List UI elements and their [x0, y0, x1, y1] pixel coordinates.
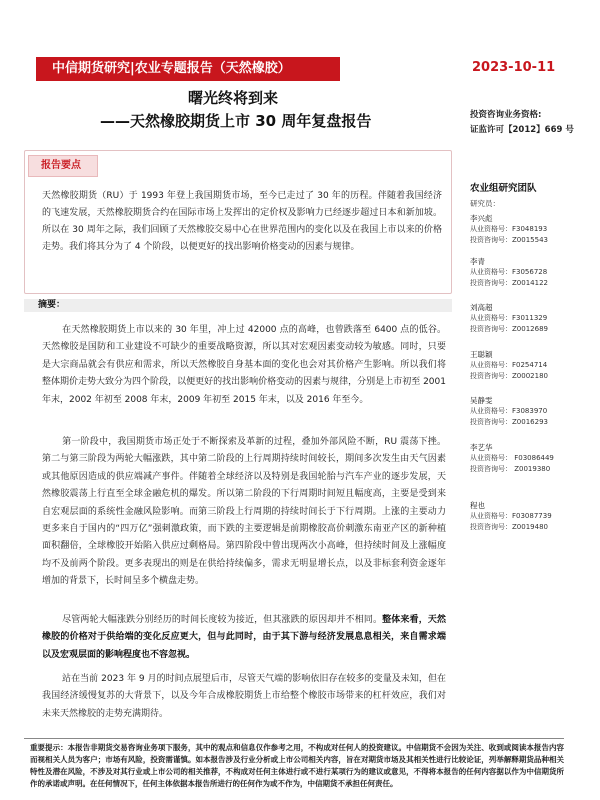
qualification-label: 投资咨询业务资格:	[470, 110, 542, 120]
member-license: 从业资格号：F0254714	[470, 361, 548, 369]
qualification-block	[470, 108, 574, 138]
qualification-license: 证监许可【2012】669 号	[470, 125, 574, 135]
member-advisory: 投资咨询号：Z0015543	[470, 236, 548, 244]
team-member	[470, 256, 548, 289]
team-member	[470, 213, 548, 246]
footer-divider	[24, 738, 564, 739]
member-advisory: 投资咨询号：Z0002180	[470, 372, 548, 380]
report-subtitle: ——天然橡胶期货上市 30 周年复盘报告	[100, 112, 372, 130]
member-name: 程也	[470, 501, 485, 510]
member-license: 从业资格号：F3056728	[470, 268, 548, 276]
member-license: 从业资格号：F3083970	[470, 407, 548, 415]
member-name: 刘高超	[470, 303, 493, 312]
member-name: 王聪颖	[470, 350, 493, 359]
member-advisory: 投资咨询号：Z0014122	[470, 279, 548, 287]
abstract-paragraph-3-emphasis: 整体来看，天然橡胶的价格对于供给端的变化反应更大，但与此同时，由于其下游与经济发展息息相关，来自需求端以及宏观层面的影响程度也不容忽视。	[42, 615, 446, 660]
member-license: 从业资格号： F03086449	[470, 454, 554, 462]
report-date: 2023-10-11	[472, 60, 556, 75]
abstract-paragraph-1	[42, 322, 446, 409]
abstract-label: 摘要：	[38, 300, 66, 310]
member-name: 吴静雯	[470, 396, 493, 405]
member-advisory: 投资咨询号：Z0016293	[470, 418, 548, 426]
member-name: 李青	[470, 257, 485, 266]
summary-text: 天然橡胶期货（RU）于 1993 年登上我国期货市场，至今已走过了 30 年的历程。伴随着我国经济的飞速发展，天然橡胶期货合约在国际市场上发挥出的定价权及影响力已经逐步超过日本和新加坡。所以在 30 周年之际，我们回顾了天然橡胶交易中心在世界范围内的变化以及在我国上市以来的价格走势。我们将其分为了 4 个阶段，以便更好的找出影响价格变动的因素与规律。	[42, 191, 442, 252]
member-license: 从业资格号：F03087739	[470, 512, 552, 520]
team-member	[470, 500, 552, 533]
team-subtitle: 研究员：	[470, 199, 500, 208]
team-member	[470, 442, 554, 475]
team-member	[470, 395, 548, 428]
abstract-paragraph-2	[42, 434, 446, 591]
team-member	[470, 302, 548, 335]
disclaimer-text: 重要提示：本报告非期货交易咨询业务项下服务，其中的观点和信息仅作参考之用，不构成对任何人的投资建议。中信期货不会因为关注、收到或阅读本报告内容而视相关人员为客户；市场有风险，投资需谨慎。如本报告涉及行业分析或上市公司相关内容，旨在对期货市场及其相关性进行比较论证，列举解释期货品种相关特性及潜在风险，不涉及对其行业或上市公司的相关推荐，不构成对任何主体进行或不进行某项行为的建议或意见，不得将本报告的任何内容据以作为中信期货所作的承诺或声明。在任何情况下，任何主体依据本报告所进行的任何作为或不作为，中信期货不承担任何责任。	[30, 743, 564, 788]
member-advisory: 投资咨询号：Z0012689	[470, 325, 548, 333]
summary-tag: 报告要点	[28, 155, 98, 177]
abstract-header-bar	[24, 299, 452, 312]
abstract-paragraph-2-text: 第一阶段中，我国期货市场正处于不断探索及革新的过程，叠加外部风险不断，RU 震荡下挫。第二与第三阶段为两轮大幅涨跌，其中第二阶段的上行周期持续时间较长，期间多次发生由天气因素或其他原因造成的供应端减产事件。伴随着全球经济以及特别是我国轮胎与汽车产业的逐步发展，天然橡胶震荡上行直至全球金融危机的爆发。所以第二阶段的下行周期时间短且幅度高，主要是受到来自宏观层面的系统性金融风险影响。而第三阶段上行周期的持续时间长于下行周期。上涨的主要动力更多来自于国内的“四万亿”强刺激政策，而下跌的主要逻辑是前期橡胶高价刺激东南亚产区的新种植面积翻倍，全球橡胶开始陷入供应过剩格局。第四阶段中曾出现两次小高峰，但持续时间及上涨幅度均不及前两个阶段。更多表现出的则是在供给持续偏多，需求无明显增长点，以及非标套利资金逐年增加的背景下，长时间呈多个横盘走势。	[42, 437, 446, 587]
report-category-banner: 中信期货研究|农业专题报告（天然橡胶）	[36, 57, 340, 81]
abstract-paragraph-1-text: 在天然橡胶期货上市以来的 30 年里，冲上过 42000 点的高峰，也曾跌落至 6400 点的低谷。天然橡胶是国防和工业建设不可缺少的重要战略资源，所以其对宏观因素变动较为敏感。同时，只要是大宗商品就会有供应和需求，所以天然橡胶自身基本面的变化也会对其价格产生影响。所以我们将整体期价走势大致分为四个阶段，以便更好的找出影响价格变动的因素与规律，分别是上市初至 2001 年末，2002 年初至 2008 年末，2009 年初至 2015 年末，以及 2016 年至今。	[42, 325, 446, 405]
member-license: 从业资格号：F3011329	[470, 314, 548, 322]
team-title: 农业组研究团队	[470, 183, 537, 194]
abstract-paragraph-4	[42, 671, 446, 723]
member-name: 李兴彪	[470, 214, 493, 223]
member-advisory: 投资咨询号：Z0019480	[470, 523, 548, 531]
member-name: 李艺华	[470, 443, 493, 452]
member-advisory: 投资咨询号： Z0019380	[470, 465, 551, 473]
abstract-paragraph-3	[42, 612, 446, 664]
member-license: 从业资格号：F3048193	[470, 225, 548, 233]
abstract-paragraph-4-text: 站在当前 2023 年 9 月的时间点展望后市，尽管天气端的影响依旧存在较多的变量及未知，但在我国经济缓慢复苏的大背景下，以及今年合成橡胶期货上市给整个橡胶市场带来的杠杆效应，我们对未来天然橡胶的走势充满期待。	[42, 674, 446, 719]
abstract-paragraph-3-text: 尽管两轮大幅涨跌分别经历的时间长度较为接近，但其涨跌的原因却并不相同。	[62, 615, 383, 625]
report-title: 曙光终将到来	[188, 89, 279, 107]
team-member	[470, 349, 548, 382]
